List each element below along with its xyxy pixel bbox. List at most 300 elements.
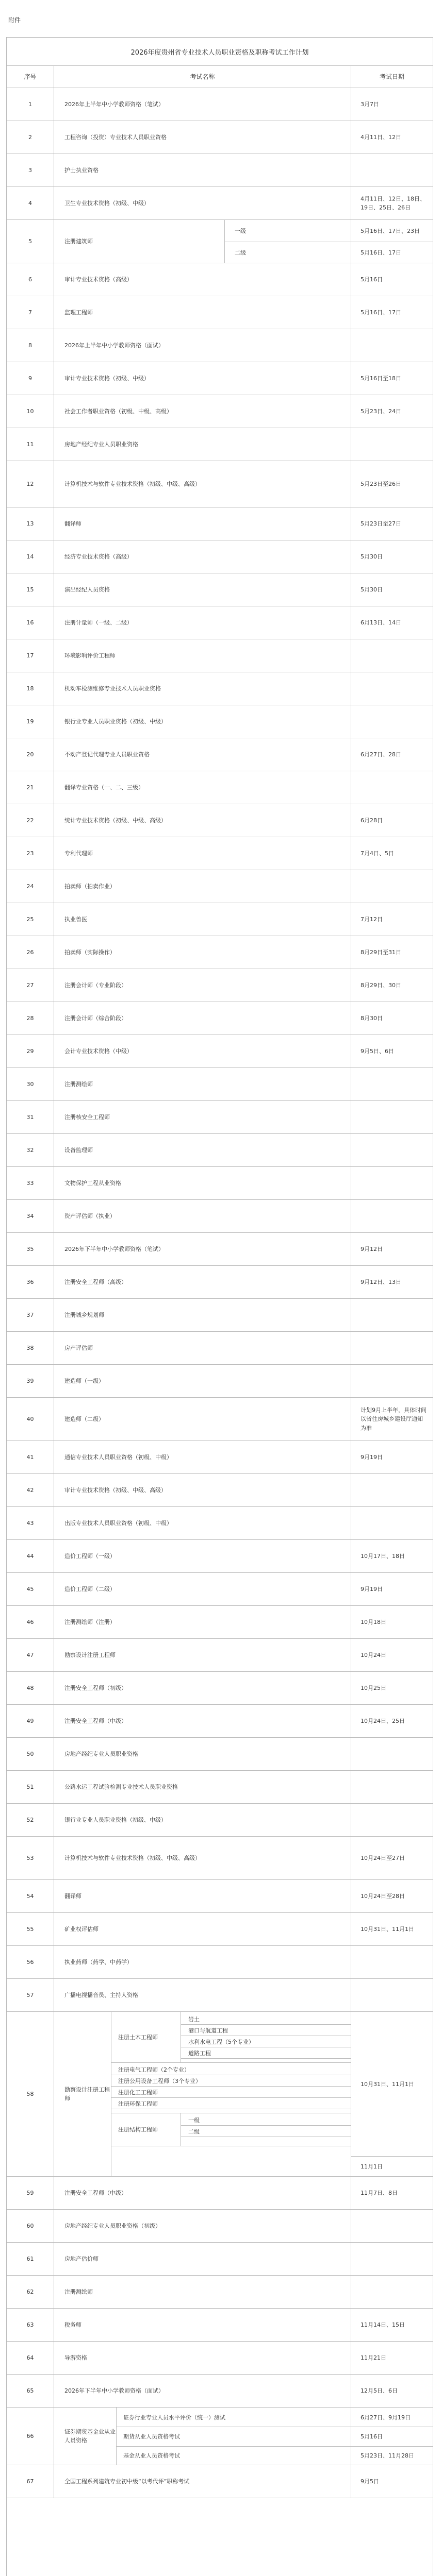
exam-cell — [54, 1299, 351, 1331]
divider — [181, 2125, 351, 2126]
exam-name: 税务师 — [64, 2321, 81, 2328]
table-row — [7, 1167, 433, 1200]
exam-name: 房地产估价师 — [64, 2255, 99, 2262]
divider — [181, 2058, 351, 2059]
exam-cell — [54, 1365, 351, 1397]
exam-name: 统计专业技术资格（初级、中级、高级） — [64, 817, 167, 824]
table-row — [7, 639, 433, 672]
exam-name: 资产评估师（执业） — [64, 1212, 116, 1219]
row-number: 21 — [7, 771, 54, 804]
row-number: 37 — [7, 1299, 54, 1331]
table-row — [7, 1880, 433, 1913]
exam-name: 机动车检测维修专业技术人员职业资格 — [64, 685, 161, 692]
row-number: 38 — [7, 1332, 54, 1364]
table-row — [7, 705, 433, 738]
exam-cell — [54, 639, 351, 672]
exam-date: 9月12日 — [361, 1245, 383, 1252]
exam-date: 7月4日、5日 — [361, 850, 394, 857]
row-number: 50 — [7, 1738, 54, 1770]
exam-cell — [54, 263, 351, 296]
date-cell — [351, 1332, 433, 1364]
exam-cell — [54, 1266, 351, 1298]
exam-name: 计算机技术与软件专业技术资格（初级、中级、高级） — [64, 480, 201, 487]
exam-cell — [54, 1068, 351, 1100]
exam-date: 10月24日、25日 — [361, 1717, 405, 1724]
exam-name: 专利代理师 — [64, 850, 93, 857]
subject-item: 注册公用设备工程师（3个专业） — [118, 2078, 201, 2084]
header-exam: 考试名称 — [54, 65, 351, 88]
date-cell — [351, 1946, 433, 1978]
row-number: 23 — [7, 837, 54, 870]
exam-name: 注册计量师（一级、二级） — [64, 619, 133, 626]
exam-cell — [54, 395, 351, 428]
exam-cell — [54, 2276, 351, 2308]
exam-name: 勘察设计注册工程师 — [64, 2086, 110, 2102]
table-row — [7, 1332, 433, 1365]
exam-date: 4月11日、12日 — [361, 133, 401, 141]
table-row — [7, 154, 433, 187]
exam-name: 房产评估师 — [64, 1344, 93, 1351]
date-cell — [351, 2408, 433, 2465]
table-row — [7, 296, 433, 329]
table-row — [7, 1540, 433, 1573]
exam-name: 执业药师（药学、中药学） — [64, 1958, 133, 1965]
exam-cell — [54, 606, 351, 639]
exam-cell — [54, 507, 351, 540]
row-number: 20 — [7, 738, 54, 771]
exam-name: 注册核安全工程师 — [64, 1113, 110, 1121]
row-number: 24 — [7, 870, 54, 903]
row-number: 30 — [7, 1068, 54, 1100]
row-number: 7 — [7, 296, 54, 329]
divider — [116, 2408, 117, 2465]
exam-name: 审计专业技术资格（初级、中级、高级） — [64, 1486, 167, 1494]
row-number: 59 — [7, 2177, 54, 2209]
exam-cell — [54, 1979, 351, 2011]
table-row — [7, 121, 433, 154]
row-number: 55 — [7, 1913, 54, 1945]
exam-name: 社会工作者职业资格（初级、中级、高级） — [64, 408, 172, 415]
date-cell — [351, 2243, 433, 2275]
date-cell — [351, 1738, 433, 1770]
row-number: 2 — [7, 121, 54, 154]
date-cell — [351, 1880, 433, 1912]
date-cell — [351, 639, 433, 672]
exam-date: 11月21日 — [361, 2354, 386, 2361]
date-cell — [351, 1002, 433, 1035]
exam-date: 5月16日、17日、23日 — [361, 228, 420, 234]
exam-date: 5月23日、11月28日 — [361, 2452, 414, 2460]
row-number: 45 — [7, 1573, 54, 1605]
date-cell — [351, 1233, 433, 1265]
exam-date: 7月12日 — [361, 916, 383, 923]
date-cell — [351, 1837, 433, 1879]
table-row — [7, 2465, 433, 2498]
subject-item: 注册化工工程师 — [118, 2089, 158, 2096]
date-cell — [351, 2276, 433, 2308]
exam-cell — [54, 461, 351, 507]
table-row — [7, 1002, 433, 1035]
date-cell — [351, 1068, 433, 1100]
row-number: 39 — [7, 1365, 54, 1397]
exam-cell — [54, 1705, 351, 1737]
exam-cell — [54, 903, 351, 936]
row-number: 60 — [7, 2210, 54, 2242]
level-label: 一级 — [235, 228, 246, 234]
exam-date: 9月19日 — [361, 1453, 383, 1461]
table-row — [7, 837, 433, 870]
exam-date: 6月27日、28日 — [361, 751, 401, 758]
exam-name: 注册安全工程师（初级） — [64, 1684, 127, 1691]
exam-cell — [54, 88, 351, 121]
table-row — [7, 903, 433, 936]
level-label: 二级 — [235, 249, 246, 256]
date-cell — [351, 2309, 433, 2341]
row-number: 65 — [7, 2375, 54, 2407]
date-cell — [351, 738, 433, 771]
exam-date: 5月16日、17日 — [361, 309, 401, 316]
exam-name: 监理工程师 — [64, 309, 93, 316]
exam-name: 房地产经纪专业人员职业资格 — [64, 1750, 138, 1757]
subject-item: 一级 — [188, 2117, 200, 2124]
table-row — [7, 263, 433, 296]
date-cell — [351, 1573, 433, 1605]
date-cell — [351, 573, 433, 606]
date-cell — [351, 154, 433, 187]
table-row — [7, 2276, 433, 2309]
exam-name: 银行业专业人员职业资格（初级、中级） — [64, 1816, 167, 1823]
exam-name: 翻译师 — [64, 520, 81, 527]
row-number: 17 — [7, 639, 54, 672]
row-number: 14 — [7, 540, 54, 573]
exam-cell — [54, 936, 351, 969]
row-number: 13 — [7, 507, 54, 540]
date-cell — [351, 1441, 433, 1473]
divider — [111, 2086, 351, 2087]
table-row — [7, 428, 433, 461]
exam-name: 2026年上半年中小学教师资格（笔试） — [64, 100, 164, 108]
exam-name: 执业兽医 — [64, 916, 87, 923]
table-row — [7, 738, 433, 771]
table-row — [7, 1398, 433, 1441]
date-cell — [351, 837, 433, 870]
date-cell — [351, 1474, 433, 1506]
exam-name: 翻译师 — [64, 1892, 81, 1900]
exam-date: 5月16日、17日 — [361, 249, 401, 256]
exam-name: 注册会计师（综合阶段） — [64, 1014, 127, 1022]
table-row — [7, 1672, 433, 1705]
exam-name: 造价工程师（二级） — [64, 1585, 116, 1592]
exam-cell — [54, 1639, 351, 1671]
row-number: 16 — [7, 606, 54, 639]
date-cell — [351, 804, 433, 837]
table-title: 2026年度贵州省专业技术人员职业资格及职称考试工作计划 — [7, 38, 433, 66]
exam-date: 9月5日 — [361, 2478, 379, 2485]
exam-name: 工程咨询（投资）专业技术人员职业资格 — [64, 133, 167, 141]
row-number: 53 — [7, 1837, 54, 1879]
exam-cell — [54, 1672, 351, 1704]
exam-cell — [54, 969, 351, 1002]
sub-exam-name: 期货从业人员资格考试 — [123, 2433, 180, 2440]
row-number: 27 — [7, 969, 54, 1002]
exam-name: 出版专业技术人员职业资格（初级、中级） — [64, 1519, 172, 1527]
table-row — [7, 936, 433, 969]
date-cell — [351, 1101, 433, 1133]
table-row — [7, 1474, 433, 1507]
exam-cell — [54, 1474, 351, 1506]
table-row — [7, 2375, 433, 2408]
divider — [116, 2446, 351, 2447]
exam-date: 6月28日 — [361, 817, 383, 824]
exam-schedule-table — [6, 37, 433, 2576]
date-cell — [351, 1200, 433, 1232]
row-number: 56 — [7, 1946, 54, 1978]
row-number: 58 — [7, 2012, 54, 2176]
row-number: 6 — [7, 263, 54, 296]
exam-cell — [54, 1507, 351, 1539]
table-row — [7, 88, 433, 121]
row-number: 5 — [7, 220, 54, 263]
exam-name: 矿业权评估师 — [64, 1925, 99, 1933]
exam-cell — [54, 121, 351, 154]
exam-date: 5月16日 — [361, 2433, 383, 2440]
table-row — [7, 1771, 433, 1804]
row-number: 15 — [7, 573, 54, 606]
exam-date: 6月13日、14日 — [361, 619, 401, 626]
date-cell — [351, 329, 433, 362]
exam-cell — [54, 2342, 351, 2374]
exam-name: 房地产经纪专业人员职业资格（初级） — [64, 2222, 161, 2229]
date-cell — [351, 362, 433, 395]
date-cell — [351, 1167, 433, 1199]
row-number: 41 — [7, 1441, 54, 1473]
subject-item: 水利水电工程（5个专业） — [188, 2039, 254, 2045]
table-row — [7, 329, 433, 362]
exam-cell — [54, 154, 351, 187]
table-row — [7, 1507, 433, 1540]
exam-cell — [54, 2243, 351, 2275]
table-row — [7, 1266, 433, 1299]
row-number: 19 — [7, 705, 54, 738]
divider — [351, 2156, 433, 2157]
exam-name: 导游资格 — [64, 2354, 87, 2361]
date-cell — [351, 428, 433, 461]
table-row — [7, 672, 433, 705]
exam-cell — [54, 738, 351, 771]
row-number: 8 — [7, 329, 54, 362]
exam-cell — [54, 672, 351, 705]
date-cell — [351, 1771, 433, 1803]
exam-cell — [54, 1002, 351, 1035]
table-row — [7, 220, 433, 263]
date-cell — [351, 606, 433, 639]
exam-name: 房地产经纪专业人员职业资格 — [64, 440, 138, 448]
table-row — [7, 395, 433, 428]
exam-name: 不动产登记代理专业人员职业资格 — [64, 751, 150, 758]
row-number: 1 — [7, 88, 54, 121]
exam-cell — [54, 1913, 351, 1945]
exam-date: 8月29日至31日 — [361, 948, 401, 956]
table-row — [7, 969, 433, 1002]
exam-date: 8月30日 — [361, 1014, 383, 1022]
exam-date: 3月7日 — [361, 100, 379, 108]
exam-cell — [54, 1606, 351, 1638]
exam-name: 审计专业技术资格（初级、中级） — [64, 375, 150, 382]
exam-date: 5月23日至26日 — [361, 480, 401, 487]
exam-name: 通信专业技术人员职业资格（初级、中级） — [64, 1453, 172, 1461]
date-cell — [351, 1365, 433, 1397]
row-number: 32 — [7, 1134, 54, 1166]
divider — [351, 2446, 433, 2447]
row-number: 18 — [7, 672, 54, 705]
table-body — [7, 88, 433, 2576]
exam-date: 9月19日 — [361, 1585, 383, 1592]
row-number: 42 — [7, 1474, 54, 1506]
exam-cell — [54, 540, 351, 573]
date-cell — [351, 296, 433, 329]
exam-name: 2026年下半年中小学教师资格（笔试） — [64, 1245, 164, 1252]
exam-date: 9月5日、6日 — [361, 1047, 394, 1055]
date-cell — [351, 1540, 433, 1572]
exam-cell — [54, 705, 351, 738]
exam-date: 10月18日 — [361, 1618, 386, 1625]
exam-name: 建造师（一级） — [64, 1377, 104, 1384]
table-row — [7, 461, 433, 507]
exam-name: 注册城乡规划师 — [64, 1311, 104, 1318]
group-name: 注册结构工程师 — [118, 2126, 158, 2133]
exam-cell — [54, 1946, 351, 1978]
date-cell — [351, 461, 433, 507]
table-row — [7, 1837, 433, 1880]
date-cell — [351, 2012, 433, 2176]
exam-name: 注册建筑师 — [64, 238, 93, 245]
date-cell — [351, 771, 433, 804]
exam-name: 经济专业技术资格（高级） — [64, 553, 133, 560]
exam-date: 6月27日、9月19日 — [361, 2414, 411, 2421]
row-number: 46 — [7, 1606, 54, 1638]
exam-name: 护士执业资格 — [64, 166, 99, 174]
date-cell — [351, 1804, 433, 1836]
exam-name: 勘察设计注册工程师 — [64, 1651, 116, 1658]
date-cell — [351, 705, 433, 738]
row-number: 36 — [7, 1266, 54, 1298]
row-number: 33 — [7, 1167, 54, 1199]
table-row — [7, 1573, 433, 1606]
date-cell — [351, 263, 433, 296]
exam-name: 注册安全工程师（中级） — [64, 1717, 127, 1724]
date-cell — [351, 2210, 433, 2242]
exam-cell — [54, 1398, 351, 1440]
date-cell — [351, 936, 433, 969]
row-number: 3 — [7, 154, 54, 187]
row-number: 63 — [7, 2309, 54, 2341]
date-cell — [351, 507, 433, 540]
exam-date: 12月5日、6日 — [361, 2387, 398, 2394]
exam-cell — [54, 1101, 351, 1133]
date-cell — [351, 1507, 433, 1539]
date-cell — [351, 88, 433, 121]
row-number: 34 — [7, 1200, 54, 1232]
table-row — [7, 2177, 433, 2210]
exam-name: 注册测绘师 — [64, 2288, 93, 2295]
date-cell — [351, 1134, 433, 1166]
date-cell — [351, 1035, 433, 1067]
exam-cell — [54, 1035, 351, 1067]
row-number: 51 — [7, 1771, 54, 1803]
row-number: 35 — [7, 1233, 54, 1265]
exam-date: 10月24日 — [361, 1651, 386, 1658]
exam-cell — [54, 1134, 351, 1166]
exam-date: 8月29日、30日 — [361, 981, 401, 989]
table-row — [7, 1233, 433, 1266]
exam-date: 5月16日至18日 — [361, 375, 401, 382]
exam-date: 5月16日 — [361, 276, 383, 283]
exam-cell — [54, 296, 351, 329]
exam-name: 注册安全工程师（高级） — [64, 1278, 127, 1285]
date-cell — [351, 1913, 433, 1945]
row-number: 44 — [7, 1540, 54, 1572]
table-row — [7, 1913, 433, 1946]
table-row — [7, 2309, 433, 2342]
date-cell — [351, 1299, 433, 1331]
row-number: 25 — [7, 903, 54, 936]
exam-cell — [54, 2309, 351, 2341]
exam-name: 翻译专业资格（一、二、三级） — [64, 784, 144, 791]
row-number: 9 — [7, 362, 54, 395]
date-cell — [351, 1398, 433, 1440]
exam-cell — [54, 1738, 351, 1770]
date-cell — [351, 1672, 433, 1704]
subject-item: 注册环保工程师 — [118, 2100, 158, 2107]
date-cell — [351, 2375, 433, 2407]
exam-cell — [54, 1540, 351, 1572]
date-cell — [351, 870, 433, 903]
sub-exam-name: 基金从业人员资格考试 — [123, 2452, 180, 2460]
exam-date: 4月11日、12日、18日、19日、25日、26日 — [361, 195, 425, 211]
exam-cell — [54, 771, 351, 804]
row-number: 54 — [7, 1880, 54, 1912]
exam-name: 2026年下半年中小学教师资格（面试） — [64, 2387, 164, 2394]
table-row — [7, 1804, 433, 1837]
subject-item: 二级 — [188, 2128, 200, 2135]
exam-date: 10月31日、11月1日 — [361, 2081, 414, 2088]
exam-date: 10月17日、18日 — [361, 1552, 405, 1560]
row-number: 10 — [7, 395, 54, 428]
table-row — [7, 1035, 433, 1068]
table-row — [7, 2243, 433, 2276]
date-cell — [351, 220, 433, 263]
row-number: 62 — [7, 2276, 54, 2308]
exam-cell — [54, 2465, 351, 2498]
exam-cell — [54, 804, 351, 837]
exam-cell — [54, 329, 351, 362]
exam-date: 11月1日 — [361, 2163, 383, 2170]
table-row — [7, 2408, 433, 2465]
exam-date: 10月31日、11月1日 — [361, 1925, 414, 1933]
table-row — [7, 1738, 433, 1771]
table-row — [7, 1365, 433, 1398]
table-row — [7, 507, 433, 540]
exam-name: 注册测绘师 — [64, 1080, 93, 1088]
row-number: 67 — [7, 2465, 54, 2498]
exam-name: 文物保护工程从业资格 — [64, 1179, 121, 1187]
subject-item: 道路工程 — [188, 2050, 211, 2057]
exam-cell — [54, 1573, 351, 1605]
row-number: 40 — [7, 1398, 54, 1440]
exam-name: 计算机技术与软件专业技术资格（初级、中级、高级） — [64, 1854, 201, 1861]
sub-exam-name: 证券行业专业人员水平评价（统一）测试 — [123, 2414, 225, 2421]
table-row — [7, 870, 433, 903]
